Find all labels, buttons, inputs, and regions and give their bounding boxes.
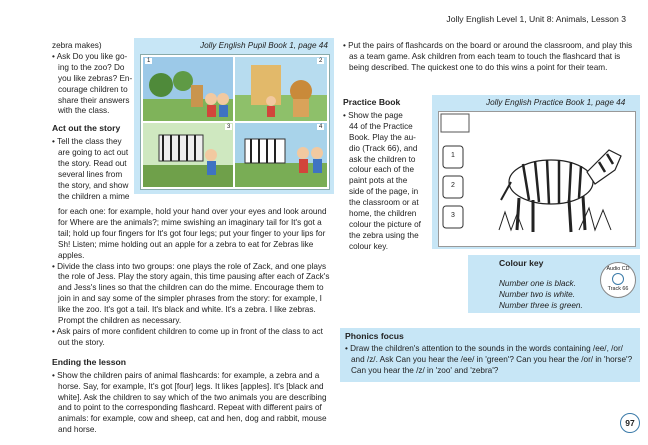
phonics-section xyxy=(345,331,635,377)
act-line: the story. Read out xyxy=(58,159,127,169)
audio-cd-track: Track 66 xyxy=(607,286,629,292)
colour-key-heading: Colour key xyxy=(499,258,544,268)
cd-disc-icon xyxy=(612,273,624,285)
practice-line: the zebra using the xyxy=(349,230,419,240)
ending-text: • Show the children pairs of animal flashcards: for example, a zebra and a horse. Say, for example, It's got [four] legs. It likes [apples]. It's [black and white]. Ask the children to say which of the two animals you are describing and to point to the corresponding flashcard. Repeat with different pairs of animals: for example, cow and sheep, cat and hen, dog and rabbit, mouse and horse. xyxy=(52,370,327,435)
practice-line: dio (Track 66), and xyxy=(349,143,418,153)
intro-line: • Ask Do you like go- xyxy=(52,51,128,61)
pupil-book-illustration xyxy=(140,54,330,190)
audio-cd-label: Audio CD xyxy=(606,266,630,272)
pot-number-3: 3 xyxy=(451,212,455,219)
practice-book-illustration xyxy=(438,111,636,247)
act-line: several lines from xyxy=(58,169,123,179)
phonics-text: • Draw the children's attention to the sounds in the words containing /ee/, /or/ and /z/. Ask Can you hear the /ee/ in 'green'? Can you hear the /or/ in 'horse'? Can you hear the /z/ in 'zoo' and 'zebra'? xyxy=(345,343,633,375)
act-line: are going to act out xyxy=(58,148,129,158)
zoo-story-comic xyxy=(141,55,329,189)
practice-heading: Practice Book xyxy=(343,97,401,107)
intro-line: with the class. xyxy=(58,106,110,116)
colour-key-line-3: Number three is green. xyxy=(499,300,583,310)
practice-line: home, the children xyxy=(349,209,417,219)
zebra-colouring-picture xyxy=(439,112,635,246)
practice-book-section xyxy=(343,97,431,253)
practice-line: ask the children to xyxy=(349,154,416,164)
practice-line: colour key. xyxy=(349,241,388,251)
pupil-book-title: Jolly English Pupil Book 1, page 44 xyxy=(200,41,328,50)
intro-line: share their answers xyxy=(58,95,130,105)
panel-number-1: 1 xyxy=(147,58,151,64)
page-header: Jolly English Level 1, Unit 8: Animals, Lesson 3 xyxy=(446,14,626,24)
colour-key xyxy=(475,258,595,312)
practice-line: side of the page, in xyxy=(349,187,419,197)
panel-number-4: 4 xyxy=(319,124,323,130)
practice-line: colour the picture of xyxy=(349,219,421,229)
act-wide: for each one: for example, hold your hand over your eyes and look around for Where are the animals?; mime swishing an imaginary tail for It's got a tail; hold up four fingers for It's got four legs; put your finger to your lips for Sh! Listen; mime holding out an apple for a zebra to eat for Zebras like apples. xyxy=(58,207,327,260)
act-line: the story, and show xyxy=(58,180,129,190)
left-intro xyxy=(52,41,134,203)
flashcard-game xyxy=(343,41,633,74)
left-wide-text xyxy=(52,207,336,436)
intro-line: ing to the zoo? Do xyxy=(58,62,125,72)
divide-class: • Divide the class into two groups: one plays the role of Zack, and one plays the role of Jess. Play the story again, this time pausing after each of Zack's and Jess's lines so that the children can do the mime. Encourage them to join in and say some of the simpler phrases from the story: for example, I like the zoo. It's got a tail. It's black and white. It's a zebra. I like zebras. Prompt the children as necessary. xyxy=(52,261,330,326)
practice-line: • Show the page xyxy=(343,110,403,120)
ask-pairs: • Ask pairs of more confident children to come up in front of the class to act out the story. xyxy=(52,326,323,347)
act-line: • Tell the class they xyxy=(52,137,122,147)
flashcard-text: • Put the pairs of flashcards on the board or around the classroom, and play this as a team game. Ask children from each team to touch the flashcard that is being described. The quickest one to do this wins a point for their team. xyxy=(343,41,633,72)
colour-key-line-1: Number one is black. xyxy=(499,278,576,288)
practice-book-title: Jolly English Practice Book 1, page 44 xyxy=(486,98,626,107)
colour-key-line-2: Number two is white. xyxy=(499,289,575,299)
practice-line: Book. Play the au- xyxy=(349,132,416,142)
intro-line: you like zebras? En- xyxy=(58,73,133,83)
act-line: the children a mime xyxy=(58,191,130,201)
phonics-heading: Phonics focus xyxy=(345,331,404,341)
practice-line: paint pots at the xyxy=(349,176,408,186)
ending-heading: Ending the lesson xyxy=(52,356,127,367)
audio-cd-badge xyxy=(600,262,636,298)
practice-line: 44 of the Practice xyxy=(349,121,413,131)
intro-line: zebra makes) xyxy=(52,41,102,50)
panel-number-3: 3 xyxy=(227,124,231,130)
page-number: 97 xyxy=(620,413,640,433)
panel-number-2: 2 xyxy=(319,58,323,64)
pot-number-2: 2 xyxy=(451,182,455,189)
practice-line: the classroom or at xyxy=(349,198,419,208)
act-out-heading: Act out the story xyxy=(52,123,121,134)
pot-number-1: 1 xyxy=(451,152,455,159)
practice-line: colour each of the xyxy=(349,165,415,175)
intro-line: courage children to xyxy=(58,84,128,94)
